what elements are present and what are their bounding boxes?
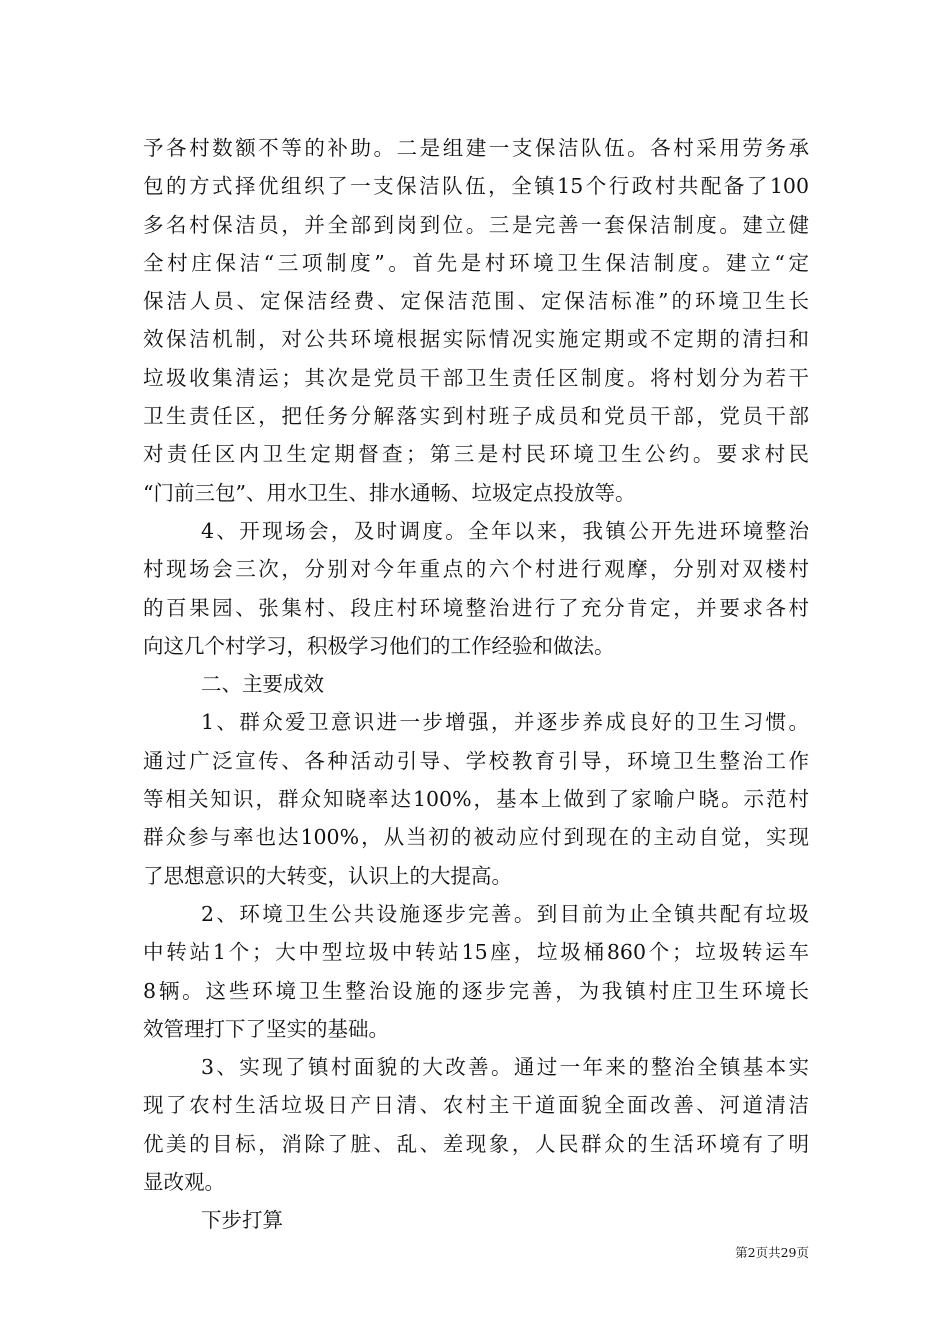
section-heading: 下步打算 (201, 1208, 283, 1233)
text-line: 包的方式择优组织了一支保洁队伍，全镇15个行政村共配备了100 (143, 174, 809, 199)
text-line: 了思想意识的大转变，认识上的大提高。 (143, 863, 512, 888)
paragraph-on-site-meeting (143, 512, 809, 665)
paragraph-facilities (143, 895, 809, 1048)
text-line: 通过广泛宣传、各种活动引导、学校教育引导，环境卫生整治工作 (143, 748, 809, 773)
text-line: 1、群众爱卫意识进一步增强，并逐步养成良好的卫生习惯。 (201, 710, 809, 735)
text-line: 3、实现了镇村面貌的大改善。通过一年来的整治全镇基本实 (201, 1055, 809, 1080)
text-line: 4、开现场会，及时调度。全年以来，我镇公开先进环境整治 (201, 518, 809, 543)
text-line: 垃圾收集清运；其次是党员干部卫生责任区制度。将村划分为若干 (143, 365, 809, 390)
text-line: 予各村数额不等的补助。二是组建一支保洁队伍。各村采用劳务承 (143, 136, 809, 160)
text-line: 群众参与率也达100%，从当初的被动应付到现在的主动自觉，实现 (143, 825, 809, 850)
text-line: 2、环境卫生公共设施逐步完善。到目前为止全镇共配有垃圾 (201, 901, 809, 926)
text-line: 中转站1个；大中型垃圾中转站15座，垃圾桶860个；垃圾转运车 (143, 940, 809, 965)
text-line: 卫生责任区，把任务分解落实到村班子成员和党员干部，党员干部 (143, 404, 809, 429)
section-heading-results (143, 665, 809, 703)
text-line: 优美的目标，消除了脏、乱、差现象，人民群众的生活环境有了明 (143, 1131, 809, 1156)
text-line: 效保洁机制，对公共环境根据实际情况实施定期或不定期的清扫和 (143, 327, 809, 352)
text-line: 等相关知识，群众知晓率达100%，基本上做到了家喻户晓。示范村 (143, 787, 809, 812)
text-line: 显改观。 (143, 1170, 225, 1195)
text-line: 8辆。这些环境卫生整治设施的逐步完善，为我镇村庄卫生环境长 (143, 978, 809, 1003)
text-line: 多名村保洁员，并全部到岗到位。三是完善一套保洁制度。建立健 (143, 212, 809, 237)
paragraph-cleaning-team (143, 129, 809, 512)
text-line: “门前三包”、用水卫生、排水通畅、垃圾定点投放等。 (143, 480, 636, 505)
text-line: 向这几个村学习，积极学习他们的工作经验和做法。 (143, 633, 615, 658)
paragraph-appearance (143, 1048, 809, 1201)
section-heading-next-steps (143, 1201, 809, 1239)
page-number-footer: 第2页共29页 (735, 1245, 809, 1260)
text-line: 对责任区内卫生定期督查；第三是村民环境卫生公约。要求村民 (143, 442, 809, 467)
text-line: 效管理打下了坚实的基础。 (143, 1016, 389, 1041)
text-line: 保洁人员、定保洁经费、定保洁范围、定保洁标准”的环境卫生长 (143, 289, 809, 314)
section-heading: 二、主要成效 (201, 672, 324, 697)
text-line: 全村庄保洁“三项制度”。首先是村环境卫生保洁制度。建立“定 (143, 250, 809, 275)
text-line: 现了农村生活垃圾日产日清、农村主干道面貌全面改善、河道清洁 (143, 1093, 809, 1118)
text-line: 村现场会三次，分别对今年重点的六个村进行观摩，分别对双楼村 (143, 557, 809, 582)
paragraph-awareness (143, 703, 809, 894)
text-line: 的百果园、张集村、段庄村环境整治进行了充分肯定，并要求各村 (143, 595, 809, 620)
document-body (143, 129, 809, 1240)
